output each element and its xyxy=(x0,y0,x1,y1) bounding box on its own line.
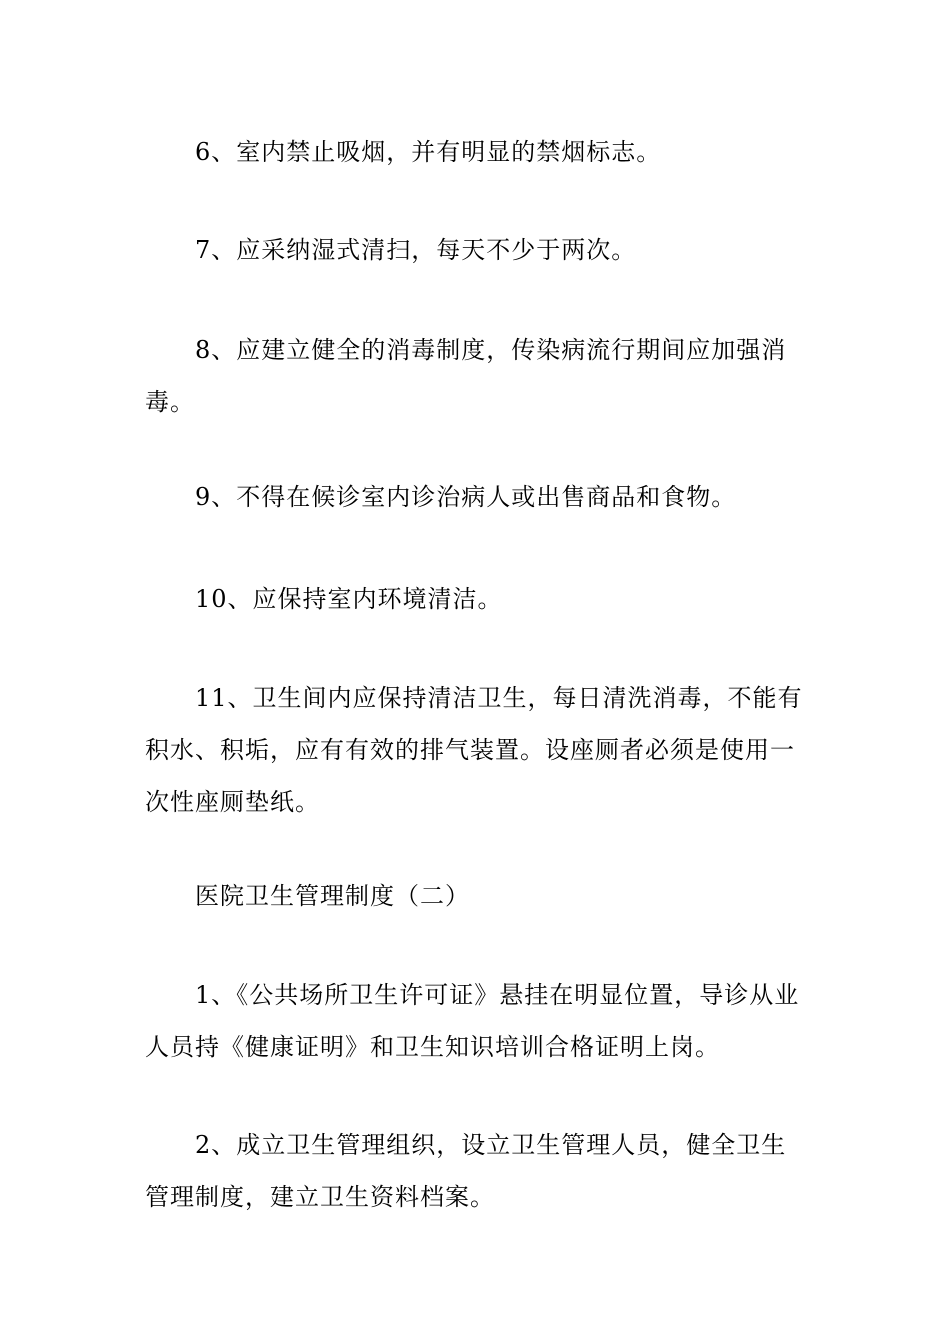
section-heading: 医院卫生管理制度（二） xyxy=(195,882,470,910)
paragraph-item-8: 8、应建立健全的消毒制度，传染病流行期间应加强消毒。 xyxy=(145,336,787,416)
paragraph-item-1: 1、《公共场所卫生许可证》悬挂在明显位置，导诊从业人员持《健康证明》和卫生知识培训合格证明上岗。 xyxy=(145,981,800,1061)
paragraph-item-2: 2、成立卫生管理组织，设立卫生管理人员，健全卫生管理制度，建立卫生资料档案。 xyxy=(145,1131,787,1211)
paragraph-item-10: 10、应保持室内环境清洁。 xyxy=(195,585,503,613)
paragraph-item-7: 7、应采纳湿式清扫，每天不少于两次。 xyxy=(195,236,637,264)
paragraph-item-9: 9、不得在候诊室内诊治病人或出售商品和食物。 xyxy=(195,483,737,511)
paragraph-item-6: 6、室内禁止吸烟，并有明显的禁烟标志。 xyxy=(195,138,662,166)
paragraph-item-11: 11、卫生间内应保持清洁卫生，每日清洗消毒，不能有积水、积垢，应有有效的排气装置。设座厕者必须是使用一次性座厕垫纸。 xyxy=(145,684,803,816)
